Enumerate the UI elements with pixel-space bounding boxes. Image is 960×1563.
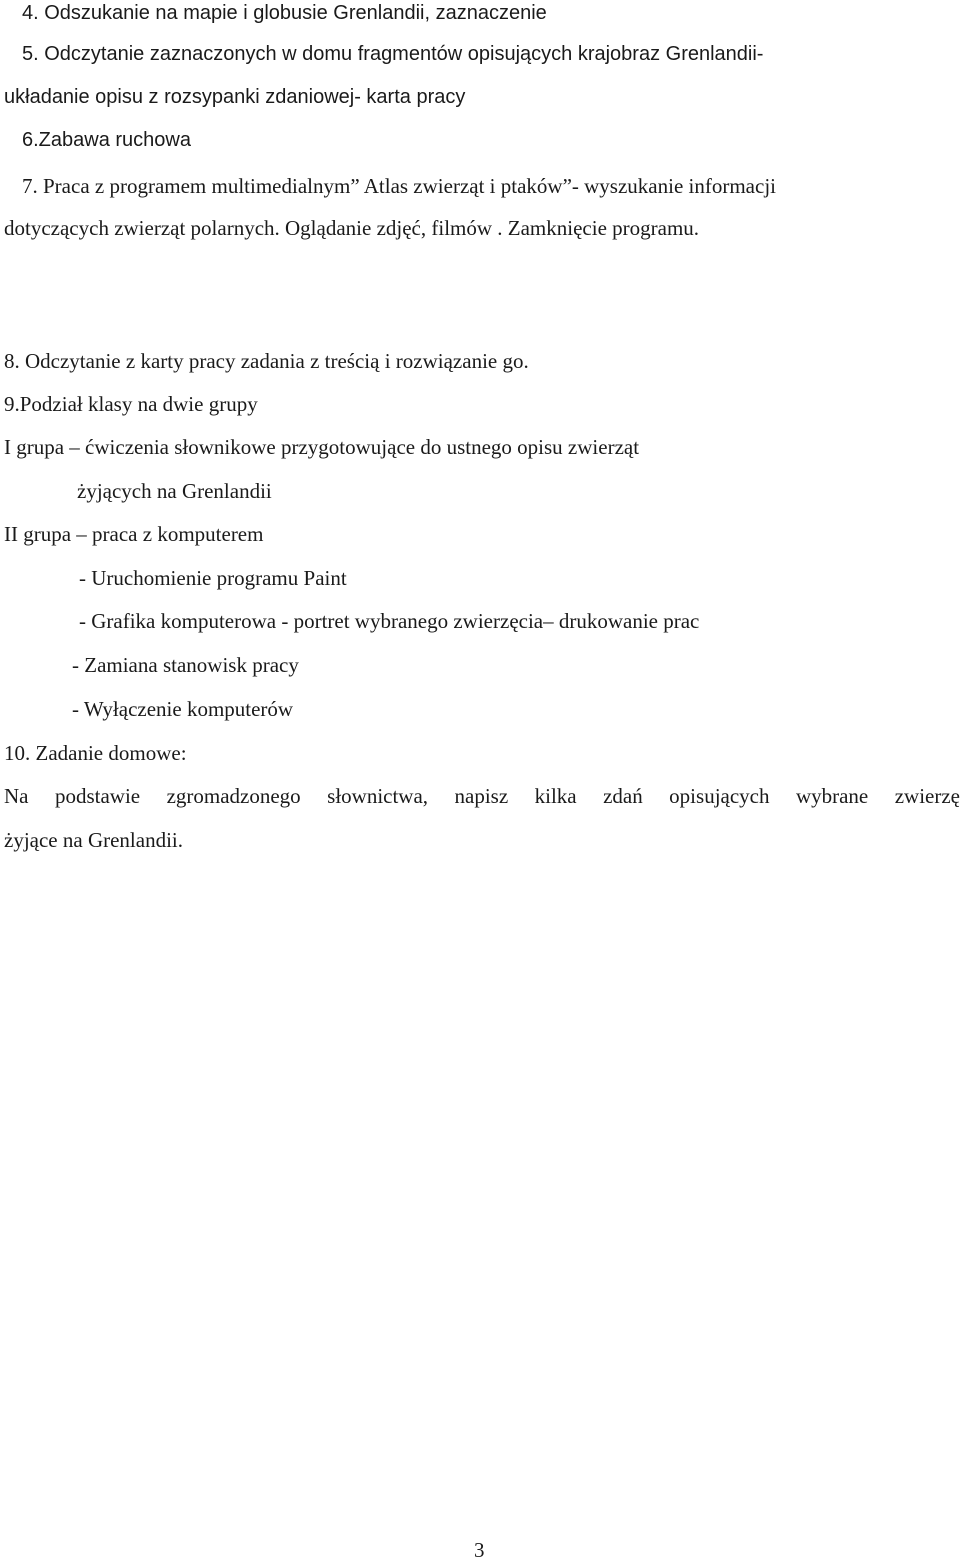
text-line-9: 9.Podział klasy na dwie grupy	[4, 392, 258, 416]
text-task-paint: - Uruchomienie programu Paint	[79, 566, 347, 590]
text-group-1-cont: żyjących na Grenlandii	[77, 479, 272, 503]
text-line-8: 8. Odczytanie z karty pracy zadania z treścią i rozwiązanie go.	[4, 349, 529, 373]
text-group-1: I grupa – ćwiczenia słownikowe przygotowujące do ustnego opisu zwierząt	[4, 435, 640, 459]
text-task-graphics: - Grafika komputerowa - portret wybranego zwierzęcia– drukowanie prac	[79, 609, 700, 633]
text-line-7: 7. Praca z programem multimedialnym” Atlas zwierząt i ptaków”- wyszukanie informacji	[22, 174, 776, 198]
text-task-shutdown: - Wyłączenie komputerów	[72, 697, 294, 721]
text-homework-cont: żyjące na Grenlandii.	[4, 828, 183, 852]
text-line-5: 5. Odczytanie zaznaczonych w domu fragmentów opisujących krajobraz Grenlandii-	[22, 43, 764, 65]
text-line-7-cont: dotyczących zwierząt polarnych. Oglądanie zdjęć, filmów . Zamknięcie programu.	[4, 216, 700, 240]
text-line-4: 4. Odszukanie na mapie i globusie Grenlandii, zaznaczenie	[22, 2, 547, 24]
text-group-2: II grupa – praca z komputerem	[4, 522, 264, 546]
text-line-10: 10. Zadanie domowe:	[4, 741, 187, 765]
text-task-swap: - Zamiana stanowisk pracy	[72, 653, 299, 677]
text-line-5-cont: układanie opisu z rozsypanki zdaniowej- karta pracy	[4, 86, 466, 108]
text-line-6: 6.Zabawa ruchowa	[22, 129, 191, 151]
page-number: 3	[474, 1538, 485, 1562]
text-homework: Na podstawie zgromadzonego słownictwa, napisz kilka zdań opisujących wybrane zwierzę	[4, 784, 960, 808]
